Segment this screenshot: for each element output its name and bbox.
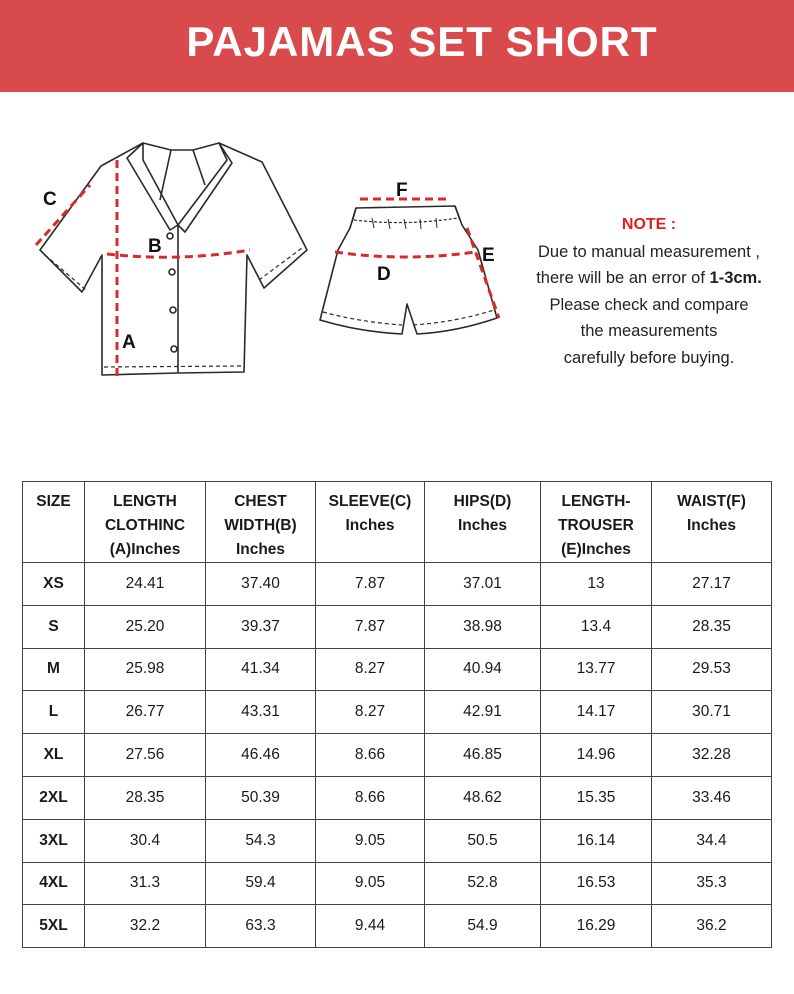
measurement-cell: 16.29 [541,905,652,948]
note-line-5: carefully before buying. [563,348,735,367]
measurement-cell: 15.35 [541,776,652,819]
size-cell: M [23,648,85,691]
measurement-cell: 7.87 [316,605,425,648]
column-header-line: (A)Inches [109,541,181,558]
measurement-cell: 27.17 [652,563,772,606]
column-header-line: CLOTHINC [104,517,186,534]
measurement-cell: 8.66 [316,734,425,777]
measurement-cell: 50.5 [425,819,541,862]
measurement-cell: 27.56 [85,734,206,777]
column-header [652,482,772,563]
shorts-label-e: E [482,245,495,266]
table-row [23,605,772,648]
measurement-cell: 13 [541,563,652,606]
measurement-cell: 24.41 [85,563,206,606]
column-header-line: SLEEVE(C) [328,493,412,510]
page-title: PAJAMAS SET SHORT [186,18,658,65]
shirt-drawing [40,143,307,375]
measurement-cell: 9.05 [316,819,425,862]
table-row [23,691,772,734]
column-header [23,482,85,563]
shorts-label-f: F [396,180,408,201]
column-header-line: LENGTH- [561,493,631,510]
table-body [23,563,772,948]
measurement-cell: 35.3 [652,862,772,905]
measurement-cell: 59.4 [206,862,316,905]
note-line-4: the measurements [580,322,718,340]
column-header-line: WAIST(F) [677,493,746,510]
measurement-cell: 37.40 [206,563,316,606]
size-cell: 5XL [23,905,85,948]
measurement-cell: 9.05 [316,862,425,905]
column-header-line: SIZE [36,493,71,510]
measurement-cell: 50.39 [206,776,316,819]
column-header-line: Inches [235,541,286,558]
measurement-cell: 8.27 [316,691,425,734]
measurement-cell: 28.35 [652,605,772,648]
measurement-note [510,212,788,371]
measurement-cell: 29.53 [652,648,772,691]
measurement-cell: 43.31 [206,691,316,734]
measurement-cell: 33.46 [652,776,772,819]
column-header-line: Inches [686,517,737,534]
column-header-line: Inches [345,517,395,534]
shirt-label-c: C [43,189,57,210]
size-cell: XS [23,563,85,606]
measurement-cell: 8.66 [316,776,425,819]
measurement-cell: 16.14 [541,819,652,862]
measurement-cell: 63.3 [206,905,316,948]
measurement-cell: 40.94 [425,648,541,691]
column-header-line: Inches [457,517,508,534]
measurement-cell: 54.9 [425,905,541,948]
note-line-2 [510,265,788,292]
shorts-drawing [320,206,497,334]
measurement-cell: 39.37 [206,605,316,648]
column-header-line: (E)Inches [561,541,631,558]
shorts-label-d: D [377,264,391,285]
measurement-cell: 31.3 [85,862,206,905]
table-row [23,734,772,777]
measurement-cell: 32.2 [85,905,206,948]
shirt-label-a: A [122,332,136,353]
measurement-cell: 54.3 [206,819,316,862]
header-banner [0,0,794,92]
measurement-cell: 36.2 [652,905,772,948]
measurement-cell: 9.44 [316,905,425,948]
note-error-range: 1-3cm. [709,269,762,287]
note-line-2-text: there will be an error of [536,269,710,287]
measurement-cell: 41.34 [206,648,316,691]
measurement-cell: 25.20 [85,605,206,648]
note-line-1: Due to manual measurement , [538,242,760,261]
shirt-label-b: B [148,236,162,257]
note-line-3: Please check and compare [549,295,749,314]
size-cell: S [23,605,85,648]
measurement-cell: 32.28 [652,734,772,777]
measurement-cell: 52.8 [425,862,541,905]
column-header-line: CHEST [234,493,287,510]
table-row [23,862,772,905]
table-row [23,648,772,691]
measurement-cell: 14.17 [541,691,652,734]
measurement-cell: 37.01 [425,563,541,606]
measurement-cell: 8.27 [316,648,425,691]
measurement-cell: 30.71 [652,691,772,734]
measurement-cell: 46.46 [206,734,316,777]
size-cell: 4XL [23,862,85,905]
measurement-cell: 38.98 [425,605,541,648]
measurement-cell: 34.4 [652,819,772,862]
size-cell: XL [23,734,85,777]
measurement-cell: 25.98 [85,648,206,691]
size-chart-table [22,481,772,948]
size-cell: 3XL [23,819,85,862]
measurement-cell: 13.4 [541,605,652,648]
column-header [425,482,541,563]
measurement-cell: 13.77 [541,648,652,691]
measurement-cell: 30.4 [85,819,206,862]
size-cell: 2XL [23,776,85,819]
table-row [23,563,772,606]
measurement-cell: 46.85 [425,734,541,777]
column-header-line: TROUSER [558,517,634,534]
table-header-row [23,482,772,563]
table-row [23,776,772,819]
column-header [541,482,652,563]
table-row [23,819,772,862]
column-header [316,482,425,563]
measurement-cell: 26.77 [85,691,206,734]
column-header [206,482,316,563]
measurement-cell: 28.35 [85,776,206,819]
measurement-cell: 7.87 [316,563,425,606]
column-header [85,482,206,563]
table-row [23,905,772,948]
measurement-cell: 16.53 [541,862,652,905]
column-header-line: LENGTH [113,493,177,510]
measurement-cell: 14.96 [541,734,652,777]
size-cell: L [23,691,85,734]
column-header-line: HIPS(D) [453,493,512,510]
measurement-cell: 42.91 [425,691,541,734]
column-header-line: WIDTH(B) [224,517,297,534]
measurement-cell: 48.62 [425,776,541,819]
note-title: NOTE : [621,216,677,233]
